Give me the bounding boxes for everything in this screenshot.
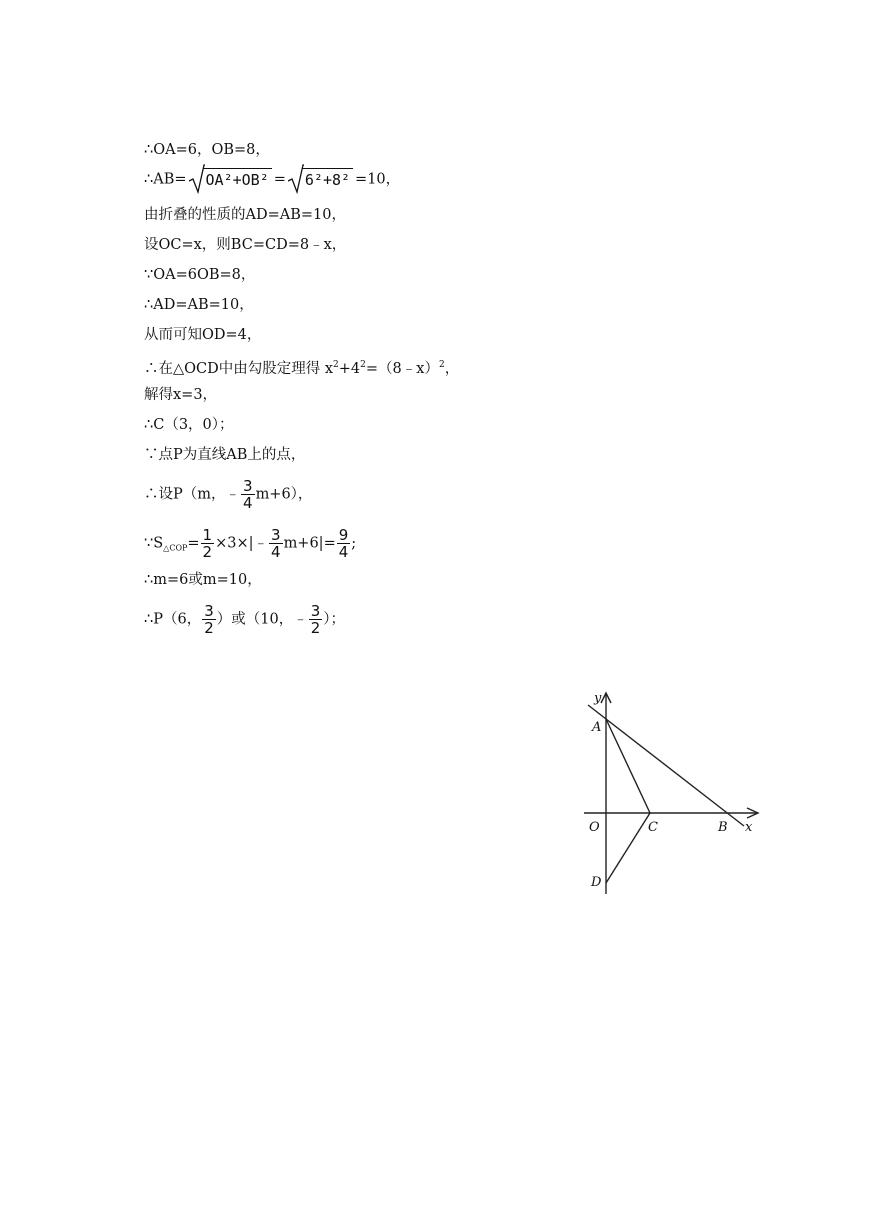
- area-prefix: ∵S: [144, 535, 164, 552]
- radicand-2: 6²+8²: [302, 168, 353, 189]
- line-because-oa: ∵OA=6OB=8，: [144, 267, 256, 283]
- fraction-denominator: 4: [271, 543, 281, 561]
- label-a: A: [592, 720, 602, 735]
- line-oa-ob: ∴OA=6，OB=8，: [144, 142, 270, 158]
- label-o: O: [589, 820, 600, 835]
- set-p-suffix: m+6），: [255, 486, 313, 503]
- line-p-coordinates: [144, 603, 345, 636]
- fraction-3-4: [241, 478, 255, 511]
- segment-ac: [606, 719, 650, 813]
- fraction-denominator: 4: [243, 494, 253, 512]
- fraction-numerator: 3: [271, 526, 281, 544]
- radical-sign-icon: [288, 164, 304, 194]
- line-m-values: ∴m=6或m=10，: [144, 572, 262, 588]
- ab-prefix: ∴AB=: [144, 171, 187, 188]
- fraction-3-4: [269, 527, 283, 560]
- pyth-end: ，: [444, 361, 460, 377]
- area-subscript: △COP: [163, 543, 188, 553]
- fraction-3-2: [309, 603, 323, 636]
- radicand-1: OA²+OB²: [203, 168, 272, 189]
- p-prefix: ∴P（6，: [144, 611, 202, 628]
- line-area-cop: [144, 527, 356, 560]
- line-ab: [588, 705, 744, 826]
- label-x: x: [745, 820, 753, 835]
- area-after: m+6|=: [283, 535, 336, 552]
- line-fold-property: 由折叠的性质的AD=AB=10，: [144, 207, 346, 223]
- line-point-p-on-ab: ∵点P为直线AB上的点，: [144, 447, 306, 463]
- set-p-prefix: ∴设P（m，﹣: [144, 486, 241, 503]
- pyth-mid: +4: [338, 361, 361, 377]
- fraction-1-2: [201, 527, 215, 560]
- line-pythagorean: [144, 355, 459, 379]
- label-c: C: [648, 820, 658, 835]
- line-point-c: ∴C（3，0）；: [144, 417, 234, 433]
- line-ab-length: [144, 168, 400, 191]
- line-set-oc: 设OC=x，则BC=CD=8﹣x，: [144, 237, 347, 253]
- pyth-sup-2: 2: [360, 360, 366, 370]
- fraction-numerator: 3: [204, 602, 214, 620]
- pyth-suffix: =（8﹣x）: [365, 361, 439, 377]
- label-y: y: [594, 691, 602, 706]
- fraction-3-2: [202, 603, 216, 636]
- fraction-9-4: [337, 527, 351, 560]
- fraction-numerator: 1: [202, 526, 213, 544]
- geometry-figure: [580, 688, 770, 898]
- area-mid: ×3×|﹣: [215, 535, 269, 552]
- line-od: 从而可知OD=4，: [144, 327, 262, 343]
- label-b: B: [718, 820, 728, 835]
- sqrt-expression-2: [288, 168, 353, 191]
- ab-eq: =: [273, 171, 286, 188]
- p-suffix: ）；: [323, 611, 346, 628]
- fraction-numerator: 9: [338, 526, 349, 544]
- line-ad-ab: ∴AD=AB=10，: [144, 297, 254, 313]
- fraction-denominator: 2: [202, 543, 213, 561]
- pyth-sup-3: 2: [438, 360, 445, 370]
- p-mid: ）或（10，﹣: [216, 611, 308, 628]
- fraction-numerator: 3: [310, 602, 321, 620]
- area-end: ;: [351, 535, 357, 552]
- pyth-prefix: ∴在△OCD中由勾股定理得 x: [144, 361, 334, 377]
- fraction-denominator: 2: [204, 619, 214, 637]
- radical-sign-icon: [189, 164, 205, 194]
- label-d: D: [591, 875, 602, 890]
- fraction-denominator: 2: [310, 619, 321, 637]
- fraction-numerator: 3: [243, 477, 253, 495]
- fraction-denominator: 4: [338, 543, 349, 561]
- line-solve-x: 解得x=3，: [144, 387, 218, 403]
- area-eq: =: [187, 535, 200, 552]
- sqrt-expression-1: [189, 168, 272, 191]
- pyth-sup-1: 2: [333, 360, 339, 370]
- segment-cd: [606, 813, 650, 883]
- ab-suffix: =10，: [355, 171, 401, 188]
- line-set-p: [144, 478, 312, 511]
